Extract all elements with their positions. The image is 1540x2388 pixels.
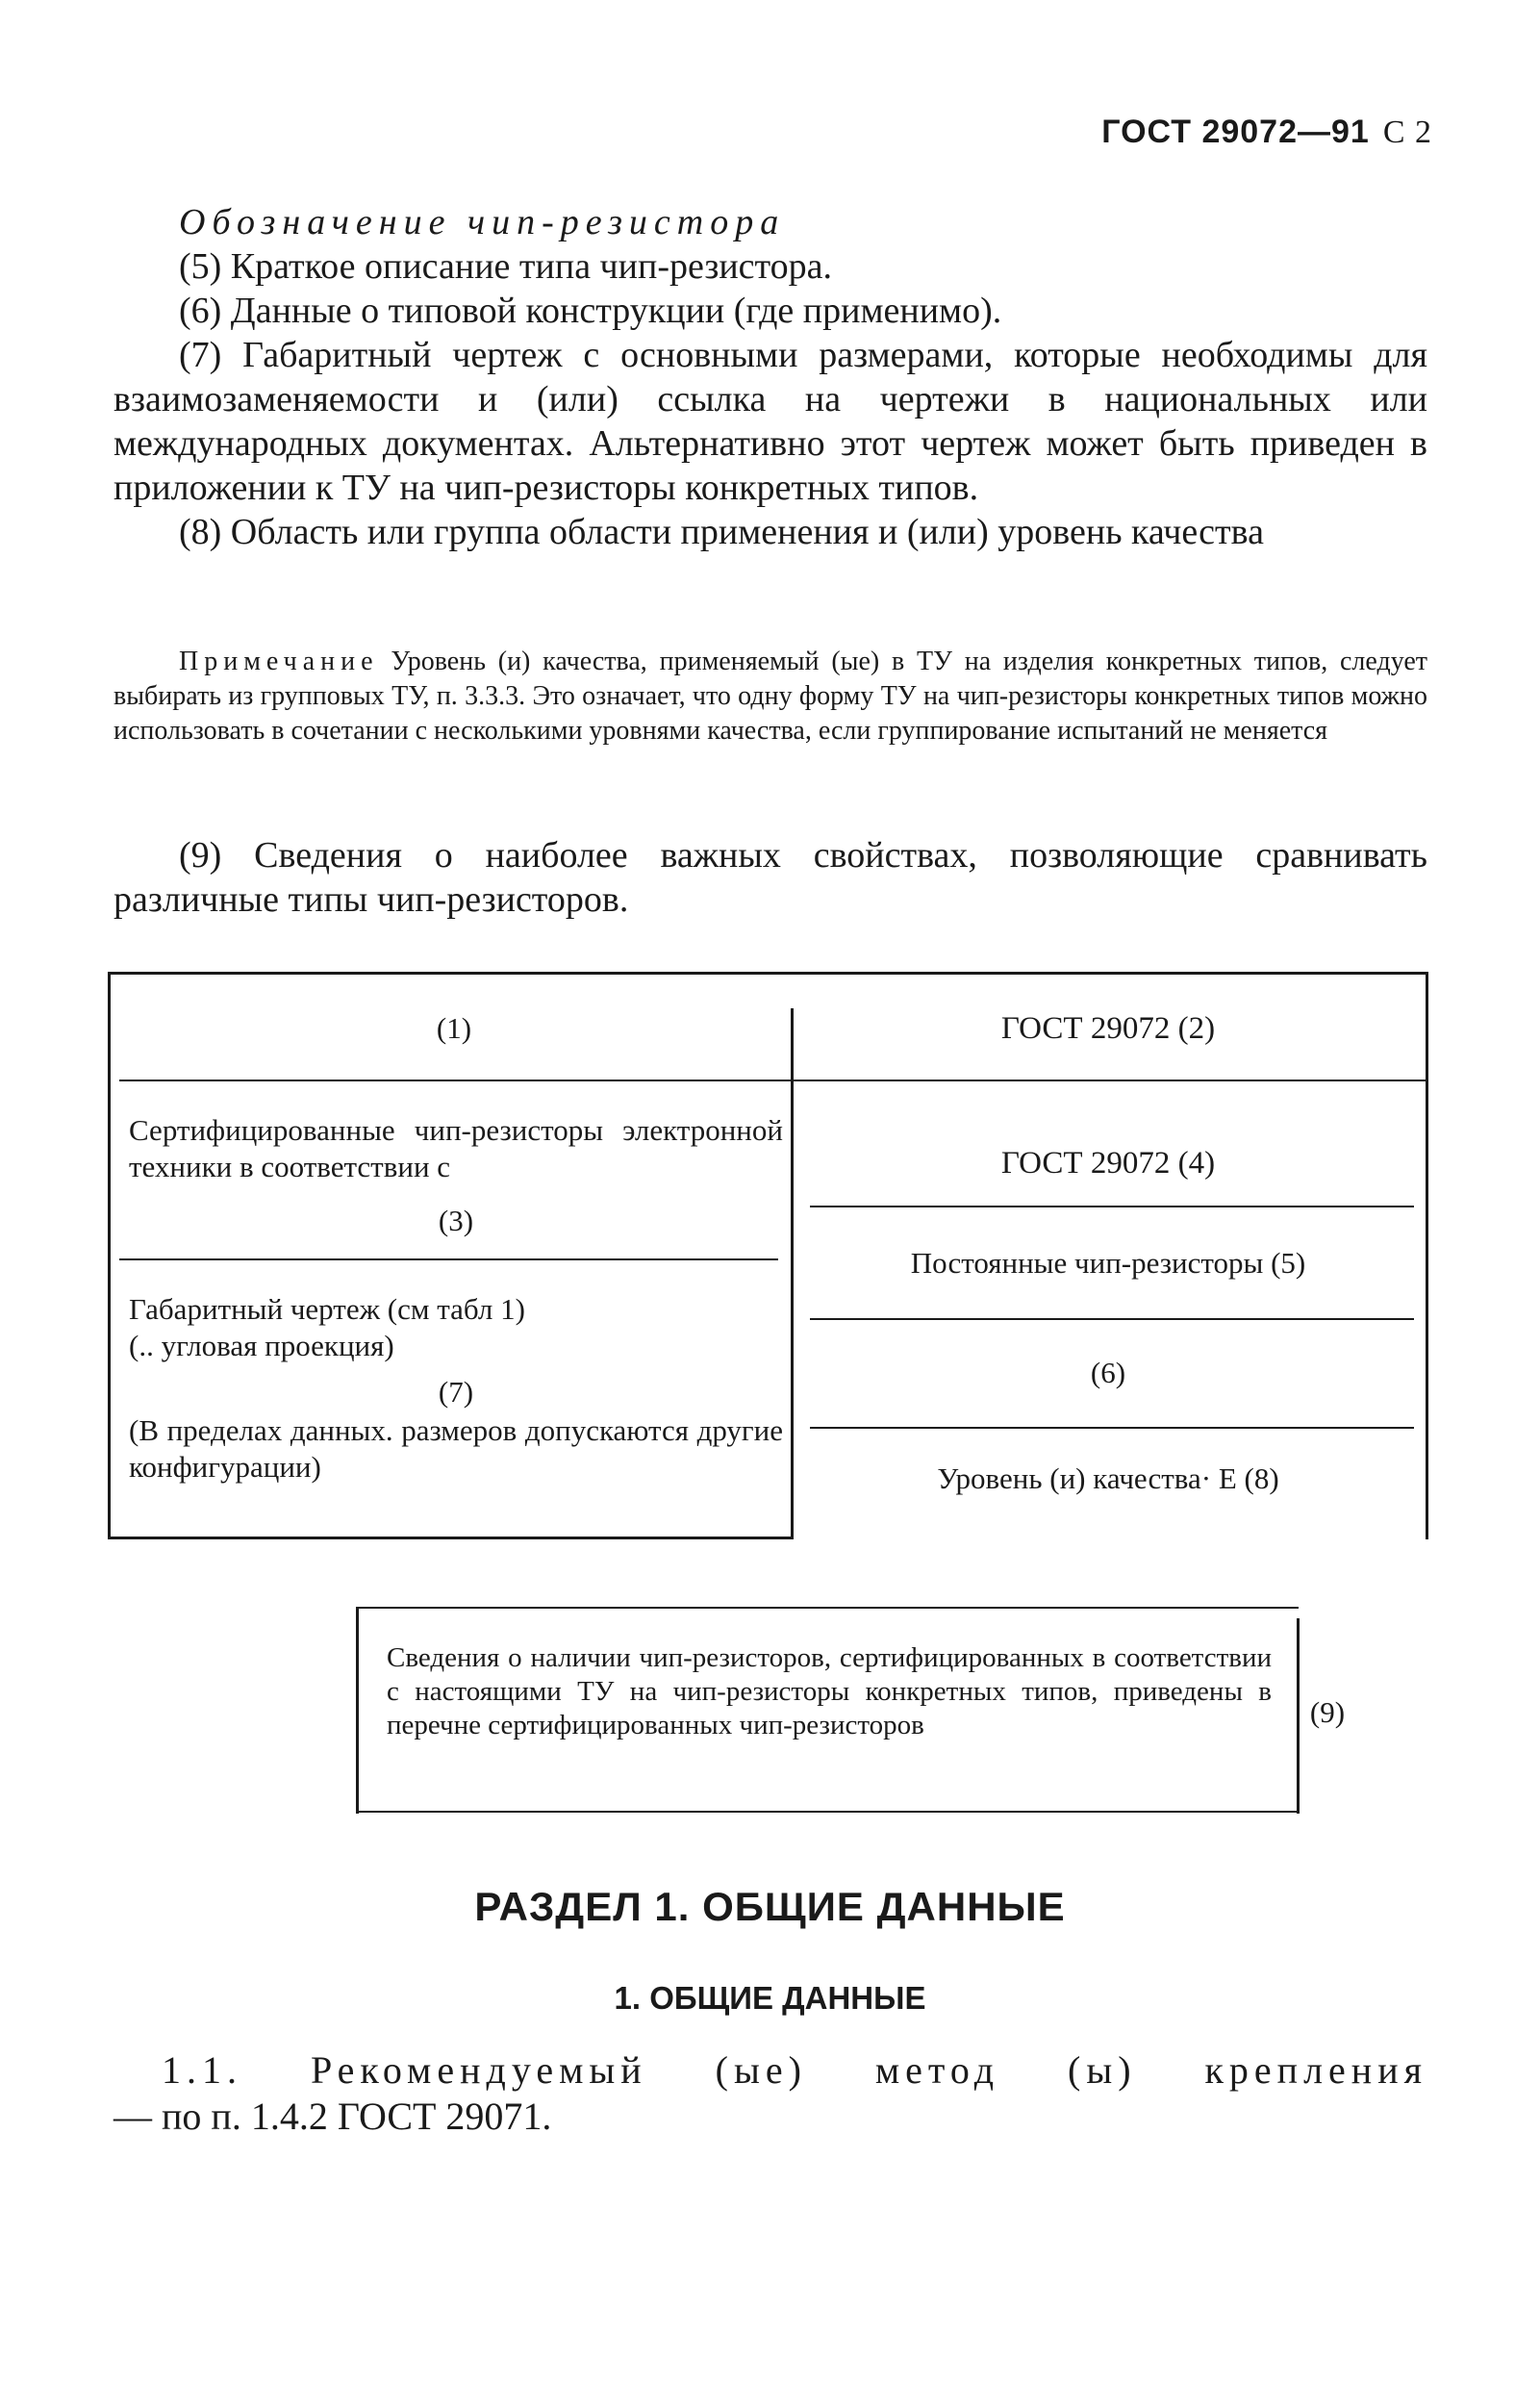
- availability-top-border: [356, 1607, 1299, 1609]
- intro-block: [114, 200, 1427, 554]
- page-header: [1101, 114, 1432, 151]
- table-left-border: [108, 972, 111, 1539]
- paragraph-7: (7) Габаритный чертеж с основными размерами, которые необходимы для взаимозаменяемости и (или) ссылка на чертежи в национальных или международных документах. Альтернативно этот чертеж может быть приведен в приложении к ТУ на чип-резисторы конкретных типов.: [114, 335, 1427, 508]
- chip-resistor-designation: Обозначение чип-резистора: [179, 202, 786, 242]
- table-bottom-border: [108, 1537, 791, 1539]
- header-cell-right: ГОСТ 29072 (2): [1000, 1011, 1216, 1046]
- note-label: Примечание: [179, 647, 379, 676]
- table-header-separator: [119, 1080, 1427, 1081]
- paragraph-8: (8) Область или группа области применения и (или) уровень качества: [179, 512, 1264, 552]
- paragraph-9-block: [114, 833, 1427, 922]
- dimension-drawing-note: (В пределах данных. размеров допускаются другие конфигурации): [129, 1413, 783, 1484]
- availability-box: [356, 1607, 1346, 1814]
- cert-number: (3): [438, 1204, 474, 1237]
- availability-right-border: [1297, 1618, 1300, 1814]
- clause-1-1: [114, 2047, 1427, 2140]
- section-title: РАЗДЕЛ 1. ОБЩИЕ ДАННЫЕ: [474, 1884, 1066, 1929]
- note-text: Уровень (и) качества, применяемый (ые) в ТУ на изделия конкретных типов, следует выбирать из групповых ТУ, п. 3.3.3. Это означает, что одну форму ТУ на чип-резисторы конкретных типов можно использовать в сочетании с несколькими уровнями качества, если группирование испытаний не меняется: [114, 647, 1428, 746]
- right-separator-3: [810, 1427, 1414, 1429]
- dimension-drawing-line1: Габаритный чертеж (см табл 1): [129, 1292, 525, 1326]
- section-subtitle: 1. ОБЩИЕ ДАННЫЕ: [614, 1980, 926, 2016]
- paragraph-9: (9) Сведения о наиболее важных свойствах, позволяющие сравнивать различные типы чип-резисторов.: [114, 835, 1427, 920]
- availability-text: Сведения о наличии чип-резисторов, сертифицированных в соответствии с настоящими ТУ на чип-резисторы конкретных типов, приведены в перечне сертифицированных чип-резисторов: [387, 1642, 1272, 1740]
- certified-resistors-text: Сертифицированные чип-резисторы электронной техники в соответствии с: [129, 1113, 783, 1183]
- clause-1-1-lead: 1.1. Рекомендуемый (ые) метод (ы) крепления: [162, 2048, 1427, 2092]
- availability-bottom-border: [356, 1811, 1299, 1813]
- construction-cell: (6): [1090, 1356, 1126, 1389]
- table-right-border: [1426, 972, 1428, 1539]
- dimension-drawing-number: (7): [438, 1375, 474, 1409]
- document-code: ГОСТ 29072—91: [1101, 114, 1370, 150]
- table-center-divider: [791, 1008, 794, 1539]
- clause-1-1-tail: — по п. 1.4.2 ГОСТ 29071.: [114, 2095, 552, 2138]
- right-separator-2: [810, 1318, 1414, 1320]
- constant-resistors-cell: Постоянные чип-резисторы (5): [910, 1246, 1306, 1280]
- quality-level-cell: Уровень (и) качества· Е (8): [937, 1461, 1279, 1495]
- table-top-border: [108, 972, 1427, 975]
- resistor-spec-table: [108, 972, 1427, 1539]
- note: [114, 645, 1427, 749]
- page-number: С 2: [1382, 114, 1432, 150]
- availability-left-border: [356, 1607, 359, 1814]
- header-cell-left: (1): [436, 1011, 472, 1045]
- left-column-separator: [119, 1258, 778, 1260]
- paragraph-5: (5) Краткое описание типа чип-резистора.: [179, 246, 833, 287]
- gost-4-cell: ГОСТ 29072 (4): [1000, 1146, 1216, 1181]
- availability-number: (9): [1309, 1695, 1346, 1729]
- dimension-drawing-line2: (.. угловая проекция): [129, 1329, 394, 1362]
- right-separator-1: [810, 1206, 1414, 1207]
- paragraph-6: (6) Данные о типовой конструкции (где применимо).: [179, 291, 1002, 331]
